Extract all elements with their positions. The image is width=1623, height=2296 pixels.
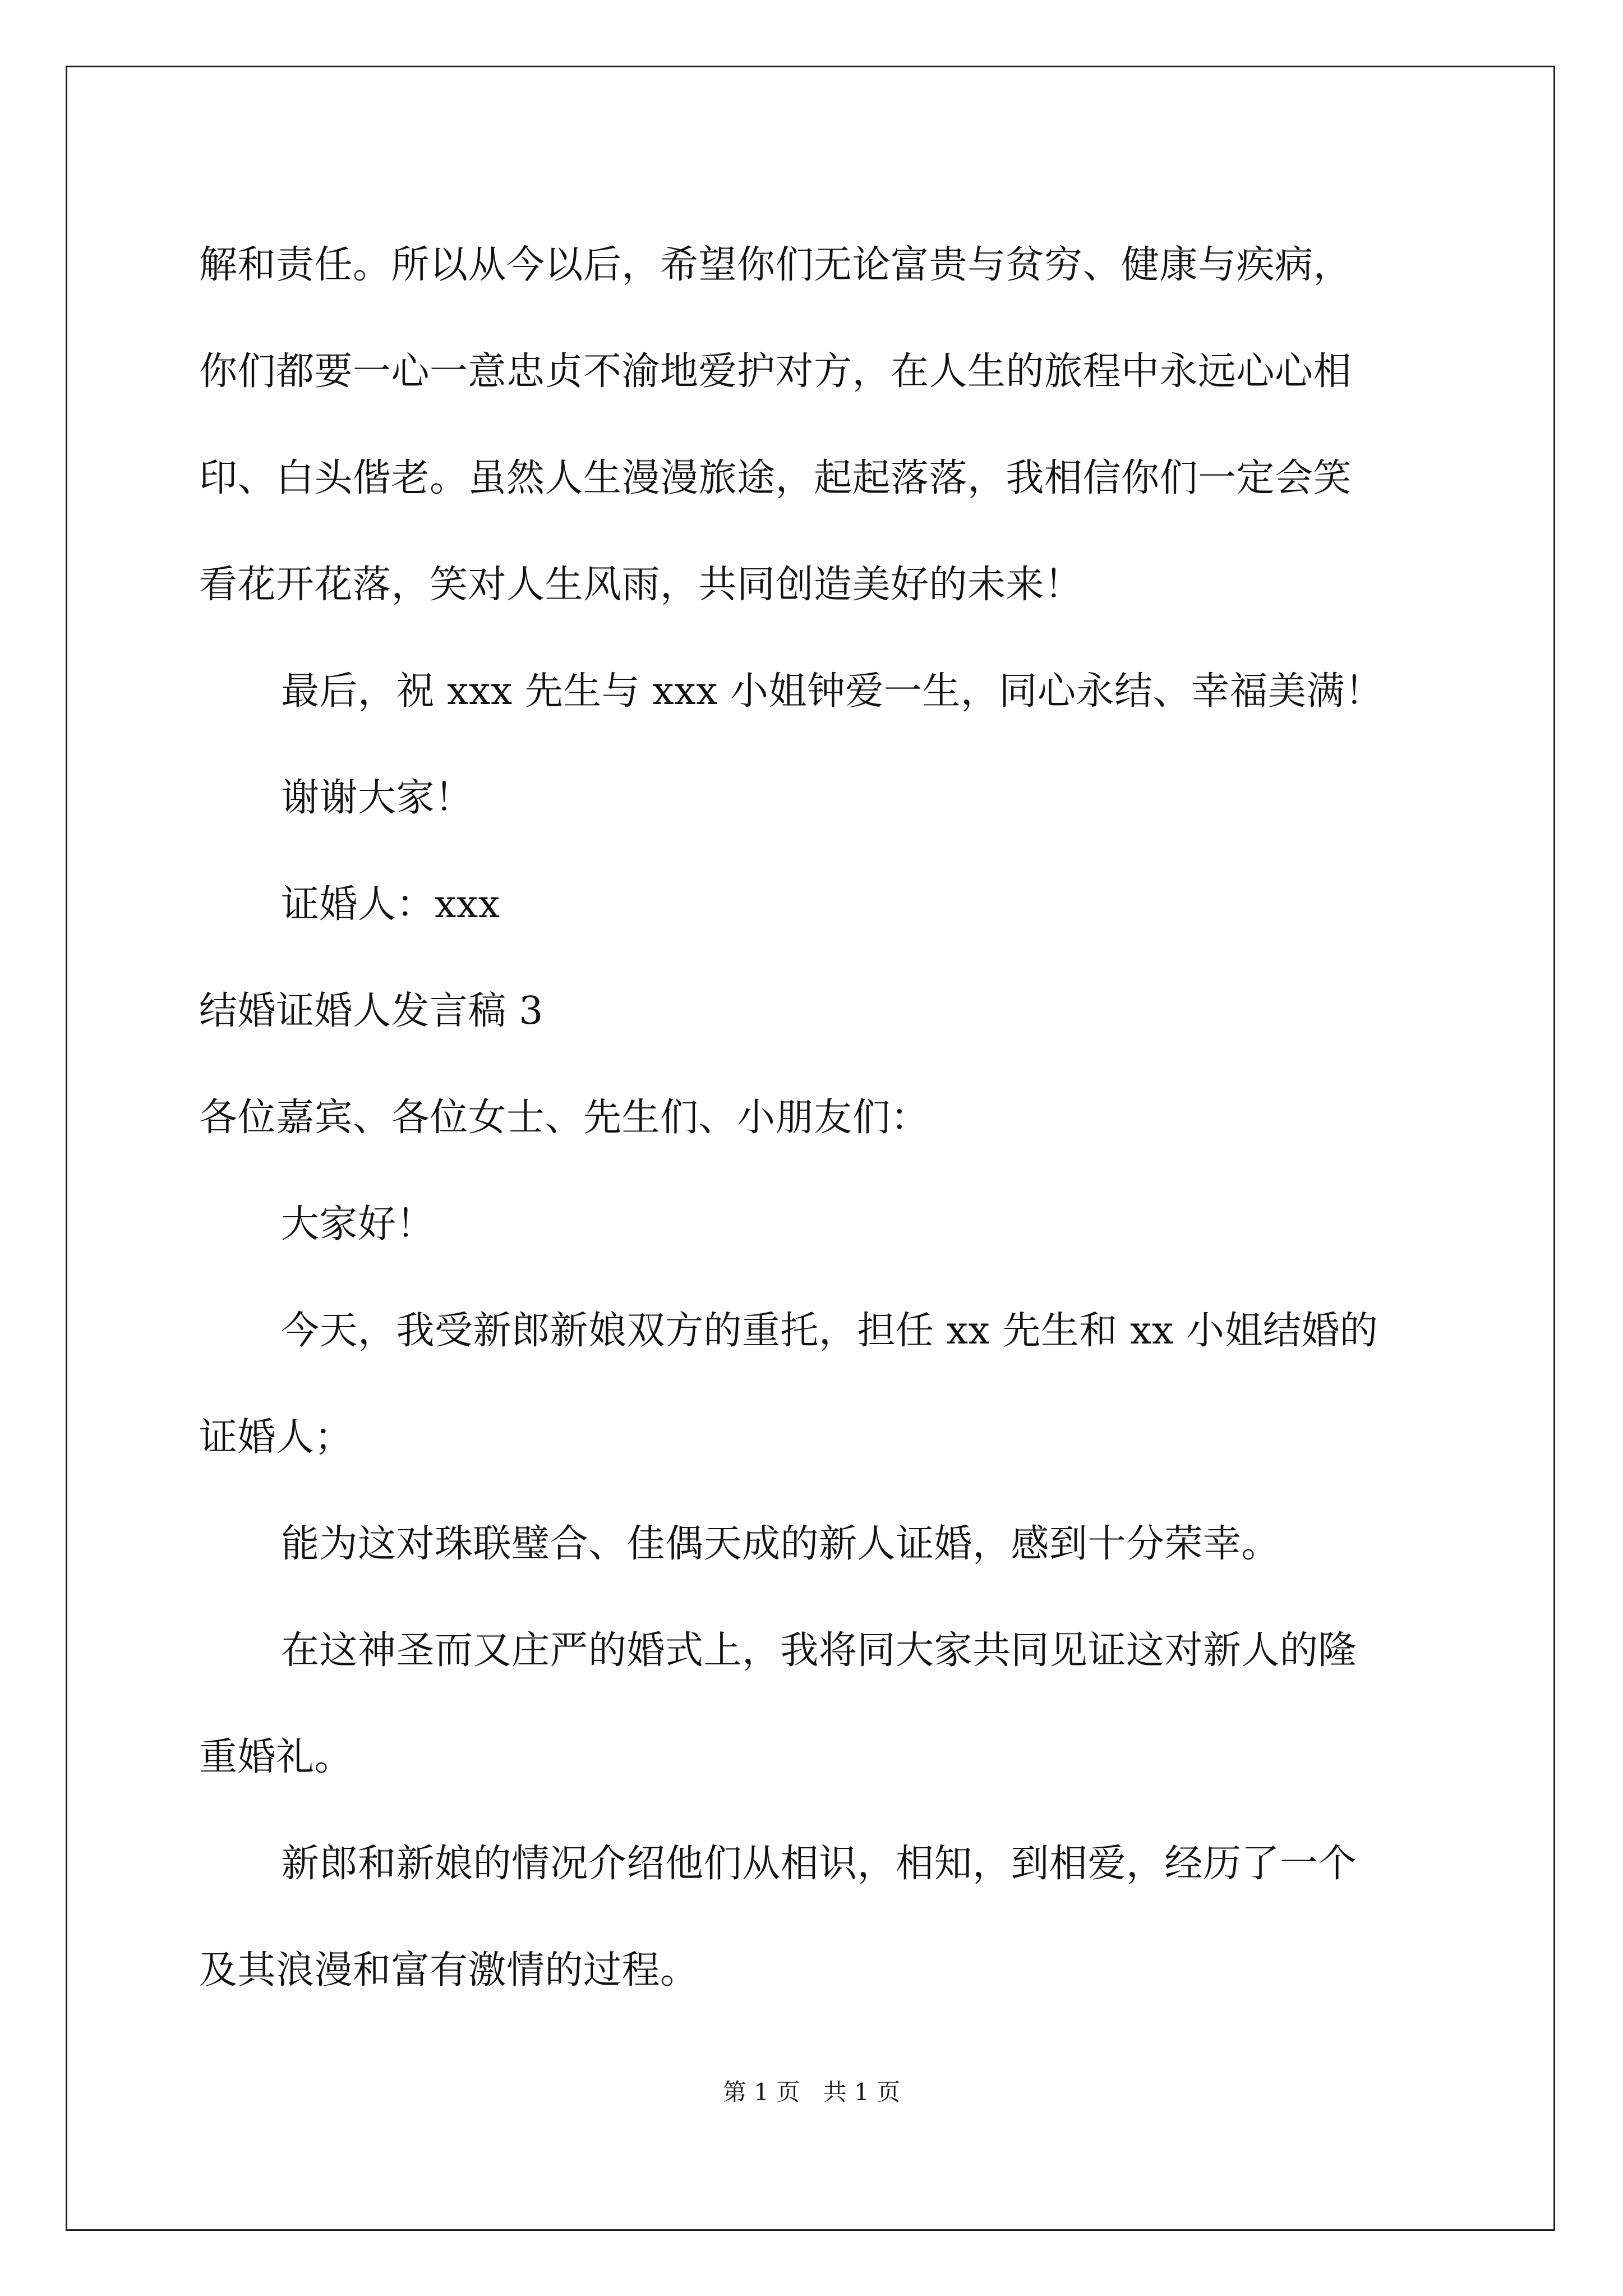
text-line: 在这神圣而又庄严的婚式上，我将同大家共同见证这对新人的隆 — [281, 1628, 1357, 1673]
text-line: 新郎和新娘的情况介绍他们从相识，相知，到相爱，经历了一个 — [281, 1842, 1357, 1886]
text-line: 证婚人； — [199, 1415, 353, 1460]
text-line: 印、白头偕老。虽然人生漫漫旅途，起起落落，我相信你们一定会笑 — [199, 456, 1352, 500]
text-line: 及其浪漫和富有激情的过程。 — [199, 1948, 699, 1993]
text-line: 看花开花落，笑对人生风雨，共同创造美好的未来！ — [199, 563, 1083, 607]
page-number-total: 共 1 页 — [823, 2078, 901, 2106]
text-line: 你们都要一心一意忠贞不渝地爱护对方，在人生的旅程中永远心心相 — [199, 349, 1352, 394]
text-line: 大家好！ — [281, 1202, 435, 1246]
text-line: 重婚礼。 — [199, 1735, 353, 1779]
text-line: 能为这对珠联璧合、佳偶天成的新人证婚，感到十分荣幸。 — [281, 1522, 1280, 1566]
section-heading: 结婚证婚人发言稿 3 — [199, 989, 543, 1033]
text-line: 证婚人：xxx — [281, 882, 500, 927]
text-line: 谢谢大家！ — [281, 776, 473, 820]
salutation-line: 各位嘉宾、各位女士、先生们、小朋友们： — [199, 1096, 929, 1140]
text-line: 解和责任。所以从今以后，希望你们无论富贵与贫穷、健康与疾病， — [199, 243, 1352, 287]
page-footer — [0, 2076, 1623, 2109]
page-number-current: 第 1 页 — [722, 2078, 800, 2106]
document-body — [199, 212, 1422, 2024]
text-line: 今天，我受新郎新娘双方的重托，担任 xx 先生和 xx 小姐结婚的 — [281, 1309, 1378, 1353]
text-line: 最后，祝 xxx 先生与 xxx 小姐钟爱一生，同心永结、幸福美满！ — [281, 669, 1384, 714]
